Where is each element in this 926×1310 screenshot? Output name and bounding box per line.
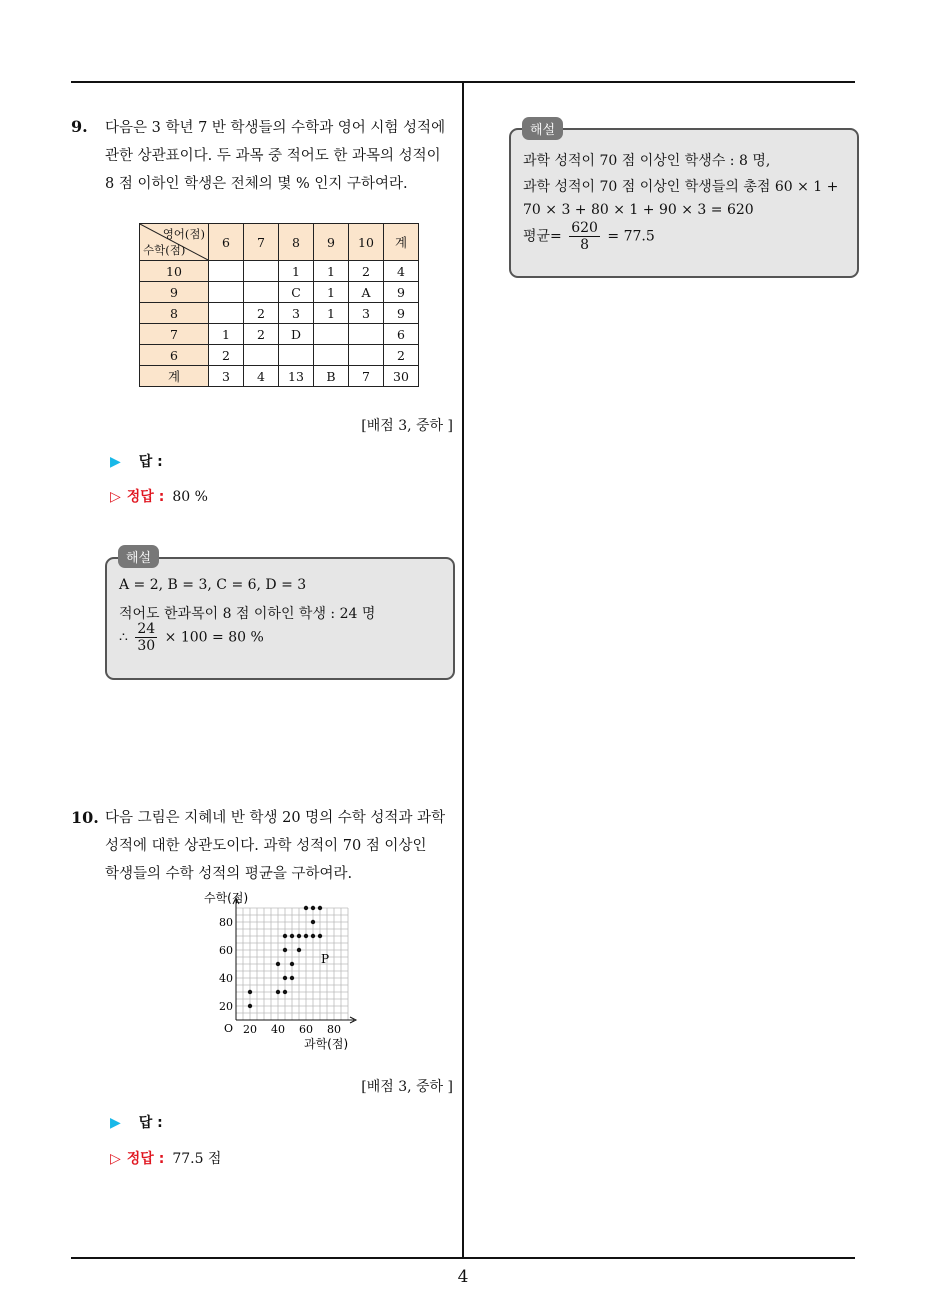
denominator: 30 (137, 638, 156, 654)
x-tick-label: 80 (327, 1023, 341, 1036)
table-cell: 3 (279, 303, 314, 324)
row-label: 8 (140, 303, 209, 324)
table-cell (349, 324, 384, 345)
q9-text (105, 114, 445, 198)
q10-answer-label: 답 : (138, 1115, 163, 1131)
header-cell: 7 (244, 224, 279, 261)
scatter-point (311, 906, 315, 910)
q10-explain-line: 70 × 3 + 80 × 1 + 90 × 3 = 620 (523, 202, 754, 218)
table-corner (140, 224, 209, 261)
table-cell: 30 (384, 366, 419, 387)
q10-explain-tag: 해설 (522, 117, 563, 140)
scatter-point (290, 976, 294, 980)
numerator: 24 (137, 621, 156, 637)
denominator: 8 (580, 237, 590, 253)
scatter-point (311, 934, 315, 938)
q10-explain-line: 과학 성적이 70 점 이상인 학생들의 총점 60 × 1 + (523, 179, 839, 195)
q10-answer-line (110, 1112, 163, 1132)
q10-text-line: 성적에 대한 상관도이다. 과학 성적이 70 점 이상인 (105, 838, 427, 854)
y-tick-label: 40 (219, 972, 233, 985)
row-label: 9 (140, 282, 209, 303)
therefore-symbol: ∴ (119, 629, 128, 646)
table-cell: 7 (349, 366, 384, 387)
q9-explain-tag: 해설 (118, 545, 159, 568)
table-cell: 1 (279, 261, 314, 282)
scatter-point (318, 906, 322, 910)
scatter-point (290, 934, 294, 938)
q10-explain-formula (523, 220, 655, 253)
q9-explain-line: 적어도 한과목이 8 점 이하인 학생 : 24 명 (119, 606, 376, 622)
scatter-point (283, 948, 287, 952)
plot-ticks (219, 916, 341, 1036)
corner-top-label: 영어(점) (162, 227, 205, 241)
scatter-point (311, 920, 315, 924)
scatter-point (276, 990, 280, 994)
row-label: 10 (140, 261, 209, 282)
table-row (140, 303, 419, 324)
scatter-point (276, 962, 280, 966)
header-cell: 6 (209, 224, 244, 261)
q9-text-line: 8 점 이하인 학생은 전체의 몇 % 인지 구하여라. (105, 176, 408, 192)
y-axis-label: 수학(점) (204, 891, 249, 905)
table-cell: 1 (314, 282, 349, 303)
table-cell: 4 (244, 366, 279, 387)
table-cell: C (279, 282, 314, 303)
table-cell (314, 324, 349, 345)
formula-rest: = 77.5 (607, 228, 655, 245)
table-cell (349, 345, 384, 366)
column-divider (462, 82, 464, 1259)
table-cell: 13 (279, 366, 314, 387)
scatter-point (297, 948, 301, 952)
fraction (135, 621, 157, 654)
scatter-point (248, 1004, 252, 1008)
q9-explain-line: A = 2, B = 3, C = 6, D = 3 (119, 577, 307, 593)
table-cell: 9 (384, 282, 419, 303)
table-cell: A (349, 282, 384, 303)
scatter-point (290, 962, 294, 966)
table-row (140, 345, 419, 366)
header-cell: 9 (314, 224, 349, 261)
y-tick-label: 20 (219, 1000, 233, 1013)
scatter-point (304, 906, 308, 910)
table-cell: 1 (314, 261, 349, 282)
table-cell (209, 261, 244, 282)
q9-score: [배점 3, 중하 ] (361, 418, 453, 434)
y-tick-label: 60 (219, 944, 233, 957)
outline-triangle-icon: ▷ (110, 489, 121, 505)
q10-correct-label: 정답 : (126, 1151, 165, 1167)
q10-text-line: 다음 그림은 지혜네 반 학생 20 명의 수학 성적과 과학 (105, 810, 446, 826)
row-label: 6 (140, 345, 209, 366)
table-cell (244, 282, 279, 303)
x-tick-label: 20 (243, 1023, 257, 1036)
x-axis-label: 과학(점) (304, 1037, 349, 1051)
table-cell (209, 303, 244, 324)
table-cell: 1 (314, 303, 349, 324)
q9-text-line: 관한 상관표이다. 두 과목 중 적어도 한 과목의 성적이 (105, 148, 441, 164)
q9-correct-value: 80 % (172, 489, 208, 505)
plot-axes (233, 898, 356, 1023)
x-tick-label: 40 (271, 1023, 285, 1036)
scatter-plot (200, 886, 380, 1056)
formula-prefix: 평균= (523, 228, 562, 245)
scatter-point (283, 976, 287, 980)
x-tick-label: 60 (299, 1023, 313, 1036)
q9-correct-label: 정답 : (126, 489, 165, 505)
q9-text-line: 다음은 3 학년 7 반 학생들의 수학과 영어 시험 성적에 (105, 120, 446, 136)
scatter-point (304, 934, 308, 938)
table-row (140, 324, 419, 345)
play-triangle-icon: ▶ (110, 454, 121, 470)
table-cell: 2 (384, 345, 419, 366)
table-row (140, 366, 419, 387)
page-number: 4 (457, 1267, 469, 1287)
row-label: 7 (140, 324, 209, 345)
q9-explanation-box (105, 557, 455, 680)
table-cell: 4 (384, 261, 419, 282)
q10-text-line: 학생들의 수학 성적의 평균을 구하여라. (105, 866, 353, 882)
y-tick-label: 80 (219, 916, 233, 929)
q9-explain-formula (119, 621, 264, 654)
table-cell: 6 (384, 324, 419, 345)
bottom-rule (71, 1257, 855, 1259)
formula-rest: × 100 = 80 % (164, 629, 264, 646)
q10-correct-line (110, 1148, 221, 1168)
table-row (140, 261, 419, 282)
q10-explain-line: 과학 성적이 70 점 이상인 학생수 : 8 명, (523, 153, 771, 169)
scatter-point (248, 990, 252, 994)
scatter-point (283, 990, 287, 994)
table-cell: B (314, 366, 349, 387)
table-cell: 9 (384, 303, 419, 324)
outline-triangle-icon: ▷ (110, 1151, 121, 1167)
table-cell: 2 (244, 303, 279, 324)
table-header-row (140, 224, 419, 261)
table-row (140, 282, 419, 303)
scatter-point (318, 934, 322, 938)
fraction (569, 220, 600, 253)
q9-answer-line (110, 451, 163, 471)
q9-number: 9. (71, 117, 88, 136)
q10-score: [배점 3, 중하 ] (361, 1079, 453, 1095)
corner-bottom-label: 수학(점) (143, 243, 186, 257)
q10-number: 10. (71, 808, 99, 827)
table-cell: 2 (209, 345, 244, 366)
correlation-table (139, 223, 419, 387)
q9-correct-line (110, 486, 208, 506)
table-cell: 2 (244, 324, 279, 345)
q10-text (105, 804, 445, 888)
table-cell: 1 (209, 324, 244, 345)
table-cell (244, 261, 279, 282)
point-p-label: P (321, 952, 330, 966)
scatter-point (297, 934, 301, 938)
scatter-point (283, 934, 287, 938)
q10-explanation-box (509, 128, 859, 278)
table-cell: 2 (349, 261, 384, 282)
q9-answer-label: 답 : (138, 454, 163, 470)
table-cell: 3 (349, 303, 384, 324)
q10-correct-value: 77.5 점 (172, 1151, 222, 1167)
header-cell: 계 (384, 224, 419, 261)
row-label: 계 (140, 366, 209, 387)
header-cell: 8 (279, 224, 314, 261)
table-cell: 3 (209, 366, 244, 387)
header-cell: 10 (349, 224, 384, 261)
table-cell (279, 345, 314, 366)
table-cell (314, 345, 349, 366)
play-triangle-icon: ▶ (110, 1115, 121, 1131)
origin-label: O (224, 1022, 234, 1035)
table-cell (244, 345, 279, 366)
numerator: 620 (571, 220, 598, 236)
table-cell: D (279, 324, 314, 345)
table-cell (209, 282, 244, 303)
